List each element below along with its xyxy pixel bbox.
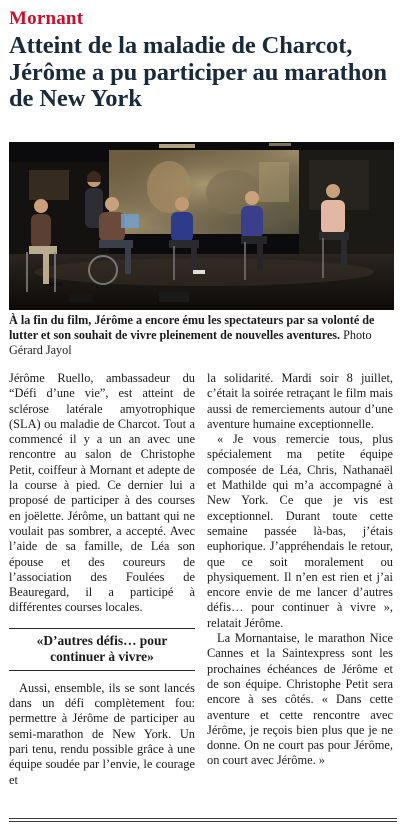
caption-text: À la fin du film, Jérôme a encore ému les spectateurs par sa volonté de lutter et son souhait de vivre pleinement de nouvelles aventures. — [9, 313, 375, 342]
left-column — [9, 371, 195, 788]
headline: Atteint de la maladie de Charcot, Jérôme a pu participer au marathon de New York — [9, 32, 387, 112]
paragraph: La Mornantaise, le marathon Nice Cannes et la Saintexpress sont les prochaines échéances de Jérôme et de son équipe. Christophe Petit sera encore à ses côtés. « Dans cette aventure et cette rencontre avec Jérôme, je reçois bien plus que je ne donne. On ne court pas pour Jérôme, on court avec Jérôme. » — [207, 631, 393, 768]
section-kicker: Mornant — [9, 8, 84, 29]
photo-credit: Photo Gérard Jayol — [9, 328, 372, 357]
right-column — [207, 371, 393, 769]
paragraph: Jérôme Ruello, ambassadeur du “Défi d’une vie”, est atteint de sclérose latérale amyotrophique (SLA) ou maladie de Charcot. Tout a commencé il y a un an avec une rencontre au salon de Christophe Petit, coiffeur à Mornant et adepte de la course à pied. Ce dernier lui a proposé de participer à des courses en joëlette. Jérôme, un battant qui ne voulait pas sombrer, a accepté. Avec l’aide de sa famille, de Léa son épouse et des coureurs de l’association des Foulées de Beauregard, il a participé à différentes courses locales. — [9, 371, 195, 615]
paragraph: Aussi, ensemble, ils se sont lancés dans un défi complètement fou: permettre à Jérôme de participer au semi-marathon de New York. Un pari tenu, rendu possible grâce à une équipe soudée par l’envie, le courage et — [9, 680, 195, 787]
paragraph: la solidarité. Mardi soir 8 juillet, c’était la soirée retraçant le film mais aussi de remerciements autour d’une aventure humaine exceptionnelle. — [207, 371, 393, 431]
article-photo — [9, 142, 394, 310]
bottom-rule — [9, 818, 397, 822]
pull-quote: «D’autres défis… pour continuer à vivre» — [9, 628, 195, 671]
paragraph: « Je vous remercie tous, plus spécialement ma petite équipe composée de Léa, Chris, Nathanaël et Mathilde qui m’a accompagné à New York. Ce que je vis est exceptionnel. Durant toute cette semaine passée là-bas, j’étais euphorique. J’appréhendais le retour, que ce soit moralement ou physiquement. Il n’en est rien et j’ai encore envie de me lancer d’autres défis… pour continuer à vivre », relatait Jérôme. — [207, 432, 393, 630]
photo-caption — [9, 313, 397, 358]
